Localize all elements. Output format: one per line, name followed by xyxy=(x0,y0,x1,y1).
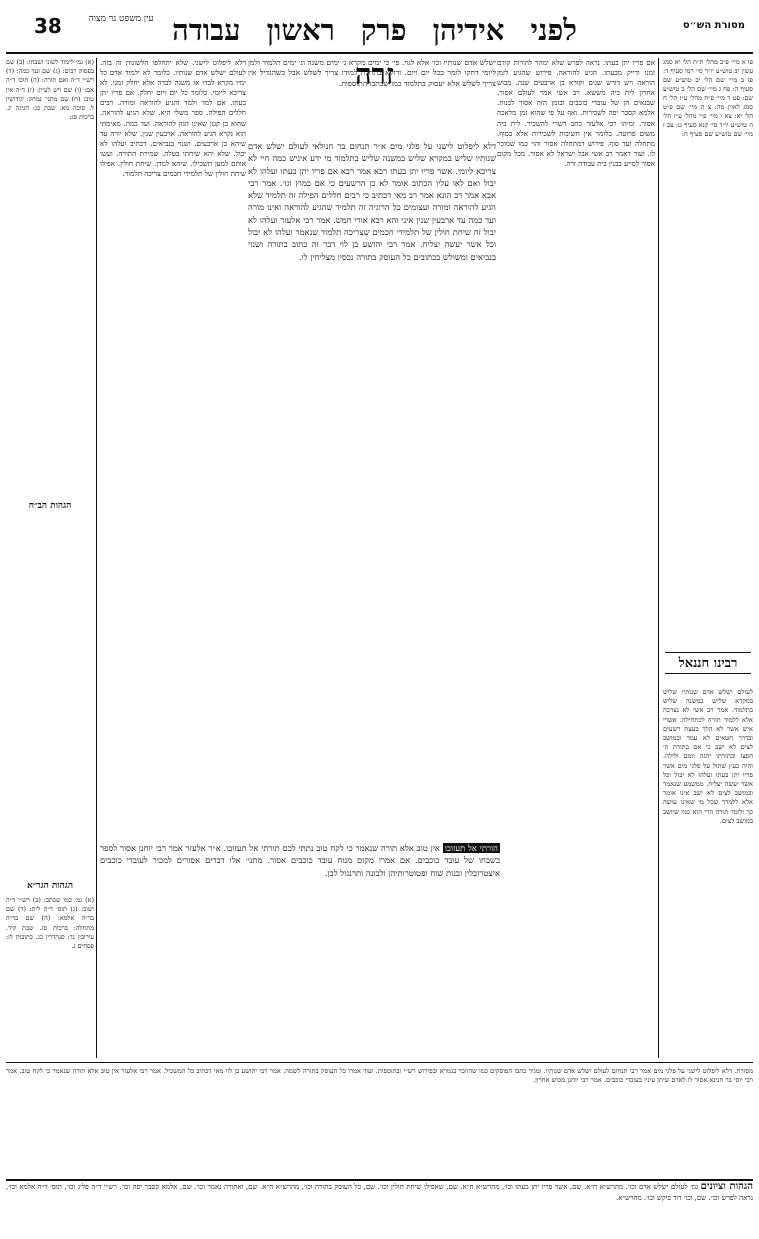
page-title: לפני אידיהן פרק ראשון עבודה זרה xyxy=(172,13,577,91)
hagahot-gra-title: הגהות הגר״א xyxy=(26,881,73,891)
commentary-top: ישלש אדם שנותיו וכו׳ אלא לגוי. פי׳ כי ימים מקרא ג׳ ימים משנה וג׳ ימים תלמוד ולמן ליומי דחקו לומר בכל יום ויום. ודוקא בתחלת למודו צריך לשלש אבל כשהגדיל אין צריך לשלש אלא יעסוק בתלמוד כמו שכתבו התוספות. xyxy=(248,58,496,88)
left-margin-gra-notes: (א) גמ׳ כמו שכתב: (ב) רש״י ד״ה ושוב: (ג) תוס׳ ד״ה לית: (ד) שם בד״ה אלמא: (ה) שם בד״ה מתחלה: ברכות סג. שבת קיד. עירובין נד: סנהדרין כג. כתובות לז: פסחים נ. xyxy=(6,896,94,951)
ein-mishpat-column: פו א מיי׳ פ״ב מהל׳ ת״ת הל׳ יא סמג עשין יב טוש״ע יו״ד סי׳ רמו סעיף ד: פז ב מיי׳ שם הל׳ יב טוש״ע שם סעיף ה: פח ג מיי׳ שם הל׳ ב טוש״ע שם: פט ד מיי׳ פ״ח מהל׳ ע״ז הל׳ ח סמג לאוין מה: צ ה מיי׳ שם פ״ט הל׳ יא: צא ו מיי׳ פ״י מהל׳ ע״ז הל׳ ה טוש״ע יו״ד סי׳ קנא סעיף ט: צב ז מיי׳ שם טוש״ע שם סעיף ח: xyxy=(663,58,753,138)
rabbeinu-chananel-title: רבינו חננאל xyxy=(665,652,751,674)
rashi-column: דלא ליפלוט לישני. שלא יתחלפו הלשונות זה בזה. לעולם ישלש אדם שנותיו. כלומר לא ילמוד אדם כל ימיו מקרא לבדו או משנה לבדה אלא יחלק זמנו. לא צריכא ליומי. כלומר כל יום ויום יחלק. אם פריו יתן בעתו. אם למד ולמד והגיע להוראה ומורה. רבים חללים הפילה. ספר משלי היא. שלא הגיע להוראה. שהוא בן קטן שאינו הגון להוראה. ועד כמה. מאימתי הוא נקרא הגיע להוראה. ארבעין שנין. שלא יורה עד שיהא בן ארבעים. ושנוי בנביאים. דכתיב ועלהו לא יבול. שלא יהא שיחתו בטלה. שמירת התורה. ועשו אותם למען תשכילו. שיהא למדן. שיחת חולין. אפילו שיחת חולין של תלמידי חכמים צריכה תלמוד. xyxy=(100,58,246,179)
column-divider xyxy=(658,58,659,1058)
highlighted-phrase: הורתי אל תעזובו xyxy=(444,843,498,853)
tosafot-column: אם פריו יתן בעתו. נראה לפרש שלא ימהר להורות קודם זמנו ודייק מבעתו. הגיע להוראה. פירוש שהגיע לזמן הוראה ויש דורש שנים וקורא בן ארבעים שנה. מכוש אחרון לית ביה מששא. רב אשי אמר לעולם אסור. שבנאים הן של עובדי כוכבים ובזמן הזה אסור לבנות. אלמא קסבר יפה לשכירות. ואף על פי שהוא זמן מלאכה אסור. ומיהו רבי אלעזר כתב דשרי להשכיר. לית ביה משום פרוטה. כלומר אין חשיבות לשכירות אלא בסוף. מתחלה ועד סוף. פירוש דמתחלה אסור והוי כמו שמוכר לו. ועוד דאמר רב אשי אבל ישראל לא אסור. מכל מקום אסור לסייע בבנין בית עבודה זרה. xyxy=(497,58,655,168)
column-divider-left xyxy=(96,58,97,1058)
hagahot-bach-title: הגהות הב״ח xyxy=(28,501,72,511)
gemara-bottom-body: אין טוב אלא תורה שנאמר כי לקח טוב נתתי לכם תורתי אל תעזובו. א״ר אלעזר אמר רבי יוחנן אסור לספר בשבחו של עובד כוכבים. אם אמרו מקום מנוח עובד כוכבים אסור. מתני׳ אלו דברים אסורים למכור לעובדי כוכבים איצטרובלין ובנות שוח ופטוטרותיהן ולבונה ותרנגול לבן. xyxy=(100,843,500,878)
gemara-text: דלא ליפלוט לישני על פלגי מים א״ר תנחום בר חנילאי לעולם ישלש אדם שנותיו שליש במקרא שליש במשנה שליש בתלמוד מי ידע איניש כמה חיי לא צריכא ליומי. אשר פריו יתן בעתו רבא אמר רבא אם פריו יתן בעתו ועלהו לא יבול ואם לאו עליו הכתוב אומר לא כן הרשעים כי אם כמוץ וגו׳. אמר רבי אבא אמר רב הונא אמר רב מאי דכתיב כי רבים חללים הפילה זה תלמיד שלא הגיע להוראה ומורה ועצומים כל הרוגיה זה תלמיד שהגיע להוראה ואינו מורה ועד כמה עד ארבעין שנין איני והא רבא אורי חמש. אמר רבי אלעזר ועלהו לא יבול זה שיחת חולין של תלמידי חכמים שצריכה תלמוד שנאמר ועלהו לא יבול וכל אשר יעשה יצליח. אמר רבי יהושע בן לוי דבר זה כתוב בתורה ושנוי בנביאים ומשולש בכתובים כל העוסק בתורה נכסיו מצליחין לו. xyxy=(248,141,496,262)
footer xyxy=(6,1179,753,1231)
masoret-label: מסורת הש״ס xyxy=(682,20,745,31)
left-margin-notes: (א) גמ׳ לימוד לשוני ושבחו: (ב) שם בפסוק רבים: (ג) שם ועד כמה: (ד) רש״י ד״ה ואם תורה: (ה) תוס׳ ד״ה אם: (ו) שם ויש לעיין: (ז) ד״ה אין טוב: (ח) שם מתני׳ נמחק: קידושין ל. סוכה מא. שבת כג: חגיגה יג. ברכות סג: xyxy=(6,58,94,122)
gemara-bottom-text xyxy=(100,842,500,952)
footer-text: גמ׳ לעולם ישלש אדם וכו׳. מהרש״א ח״א. שם, אשר פריו יתן בעתו וכו׳, מהרש״א ח״א. שם, שאפילו שיחת חולין וכו׳. שם, כל העוסק בתורה וכו׳, מהרש״א ח״א. שם, ואתורה נאמר וכו׳. שם, אלמא קסבר יפה וכו׳. רש״י ד״ה פליג וכו׳, תוס׳ ד״ה אלמא וכו׳, נראה לפרש וכו׳. שם, וכו׳ דוד ביקש וכו׳. מהרש״א. xyxy=(6,1183,753,1202)
bottom-notes: מסורת. דלא ליפלוט לישני על פלגי מים אמר רבי תנחום לעולם ישלש אדם שנותיו. ומגיד כתבו הפוסקים כמו שהוזכר בגמרא ובפירוש רש״י ובתוספות. ועוד אמרו כל העוסק בתורה לשמה. אמר רבי יהושע בן לוי מאי דכתיב כל המשכיל. אמר רבי אלעזר אין טוב אלא תורה שנאמר כי לקח טוב. אמר רבי יוסי בר חנינא אסור לו לאדם שיתן עיניו בעובדי כוכבים. אמר רבי יוחנן מכוש אחרון. xyxy=(6,1062,753,1175)
ein-mishpat-label: עין משפט נר מצוה xyxy=(88,14,154,24)
rabbeinu-chananel-text: לעולם ישלש אדם שנותיו שליש במקרא שליש במשנה שליש בתלמוד. אמר רב אשי לא נצרכה אלא ללמוד תורה לכתחילה. אשרי איש אשר לא הלך בעצת רשעים ובדרך חטאים לא עמד ובמושב לצים לא ישב כי אם בתורת ה׳ חפצו ובתורתו יהגה יומם ולילה. והיה כעץ שתול על פלגי מים אשר פריו יתן בעתו ועלהו לא יבול וכל אשר יעשה יצליח. ממשמע שנאמר ובמושב לצים לא ישב אינו אומר אלא ללמדך שכל מי שאינו עושה כך ולומד תורה הרי הוא כמי שיושב במושב לצים. xyxy=(663,688,753,825)
page-number: 38 xyxy=(34,14,62,38)
footer-label: הגהות וציונים xyxy=(700,1181,753,1192)
